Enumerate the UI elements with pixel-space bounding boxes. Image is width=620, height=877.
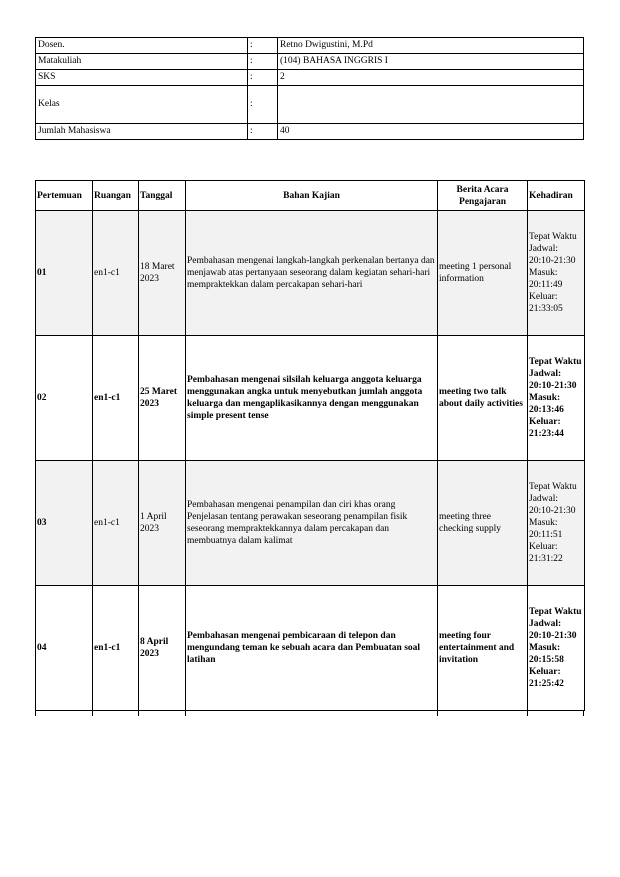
- cell-bahan-kajian: Pembahasan mengenai silsilah keluarga anggota keluarga menggunakan angka untuk menyebutkan jumlah anggota keluarga dan mengaplikasikannya dengan menggunakan simple present tense: [186, 336, 438, 461]
- info-colon: :: [248, 124, 278, 140]
- header-berita-acara: Berita Acara Pengajaran: [438, 181, 528, 211]
- info-value: [278, 86, 584, 124]
- info-value: (104) BAHASA INGGRIS I: [278, 54, 584, 70]
- column-divider: [527, 710, 528, 716]
- cell-tanggal: 18 Maret 2023: [139, 211, 186, 336]
- cell-bahan-kajian: Pembahasan mengenai langkah-langkah perkenalan bertanya dan menjawab atas pertanyaan seseorang dalam kegiatan sehari-hari mempraktekkan dalam percakapan sehari-hari: [186, 211, 438, 336]
- cell-kehadiran: [528, 461, 585, 586]
- kehadiran-masuk: Masuk: 20:11:49: [529, 268, 563, 290]
- column-divider: [437, 710, 438, 716]
- kehadiran-keluar: Keluar: 21:33:05: [529, 292, 563, 314]
- info-value: 2: [278, 70, 584, 86]
- cell-berita-acara: meeting two talk about daily activities: [438, 336, 528, 461]
- header-bahan-kajian: Bahan Kajian: [186, 181, 438, 211]
- table-continuation: [35, 710, 584, 716]
- kehadiran-keluar: Keluar: 21:25:42: [529, 667, 564, 689]
- info-label: SKS: [36, 70, 248, 86]
- info-label: Jumlah Mahasiswa: [36, 124, 248, 140]
- info-value: Retno Dwigustini, M.Pd: [278, 38, 584, 54]
- header-tanggal: Tanggal: [139, 181, 186, 211]
- cell-bahan-kajian: Pembahasan mengenai pembicaraan di telepon dan mengundang teman ke sebuah acara dan Pembuatan soal latihan: [186, 586, 438, 711]
- kehadiran-status: Tepat Waktu: [529, 357, 582, 367]
- kehadiran-status: Tepat Waktu: [529, 482, 577, 492]
- column-divider: [138, 710, 139, 716]
- info-colon: :: [248, 54, 278, 70]
- cell-pertemuan: 03: [36, 461, 93, 586]
- cell-pertemuan: 04: [36, 586, 93, 711]
- table-header-row: [36, 181, 585, 211]
- cell-ruangan: en1-c1: [93, 336, 139, 461]
- cell-pertemuan: 02: [36, 336, 93, 461]
- cell-tanggal: 8 April 2023: [139, 586, 186, 711]
- header-pertemuan: Pertemuan: [36, 181, 93, 211]
- table-row: [36, 586, 585, 711]
- cell-ruangan: en1-c1: [93, 461, 139, 586]
- cell-kehadiran: [528, 336, 585, 461]
- table-row: [36, 211, 585, 336]
- cell-bahan-kajian: Pembahasan mengenai penampilan dan ciri khas orang Penjelasan tentang perawakan seseorang penampilan fisik seseorang mempraktekkannya dalam percakapan dan membuatnya dalam kalimat: [186, 461, 438, 586]
- info-label: Kelas: [36, 86, 248, 124]
- column-divider: [185, 710, 186, 716]
- kehadiran-status: Tepat Waktu: [529, 232, 577, 242]
- kehadiran-jadwal: Jadwal: 20:10-21:30: [529, 494, 576, 516]
- kehadiran-jadwal: Jadwal: 20:10-21:30: [529, 244, 576, 266]
- kehadiran-keluar: Keluar: 21:23:44: [529, 417, 564, 439]
- cell-berita-acara: meeting 1 personal information: [438, 211, 528, 336]
- table-row: [36, 336, 585, 461]
- kehadiran-jadwal: Jadwal: 20:10-21:30: [529, 619, 577, 641]
- info-row-jumlah-mahasiswa: [36, 124, 584, 140]
- cell-tanggal: 25 Maret 2023: [139, 336, 186, 461]
- cell-ruangan: en1-c1: [93, 211, 139, 336]
- cell-kehadiran: [528, 586, 585, 711]
- header-ruangan: Ruangan: [93, 181, 139, 211]
- info-colon: :: [248, 70, 278, 86]
- column-divider: [92, 710, 93, 716]
- kehadiran-keluar: Keluar: 21:31:22: [529, 542, 563, 564]
- meeting-table: [35, 180, 585, 711]
- kehadiran-jadwal: Jadwal: 20:10-21:30: [529, 369, 577, 391]
- cell-kehadiran: [528, 211, 585, 336]
- kehadiran-status: Tepat Waktu: [529, 607, 582, 617]
- cell-tanggal: 1 April 2023: [139, 461, 186, 586]
- info-label: Dosen.: [36, 38, 248, 54]
- info-colon: :: [248, 86, 278, 124]
- kehadiran-masuk: Masuk: 20:11:51: [529, 518, 563, 540]
- table-row: [36, 461, 585, 586]
- course-info-table: [35, 37, 584, 140]
- cell-berita-acara: meeting three checking supply: [438, 461, 528, 586]
- cell-ruangan: en1-c1: [93, 586, 139, 711]
- kehadiran-masuk: Masuk: 20:15:58: [529, 643, 564, 665]
- info-row-kelas: [36, 86, 584, 124]
- info-value: 40: [278, 124, 584, 140]
- info-row-dosen: [36, 38, 584, 54]
- cell-pertemuan: 01: [36, 211, 93, 336]
- kehadiran-masuk: Masuk: 20:13:46: [529, 393, 564, 415]
- info-label: Matakuliah: [36, 54, 248, 70]
- cell-berita-acara: meeting four entertainment and invitation: [438, 586, 528, 711]
- info-colon: :: [248, 38, 278, 54]
- info-row-sks: [36, 70, 584, 86]
- info-row-matakuliah: [36, 54, 584, 70]
- header-kehadiran: Kehadiran: [528, 181, 585, 211]
